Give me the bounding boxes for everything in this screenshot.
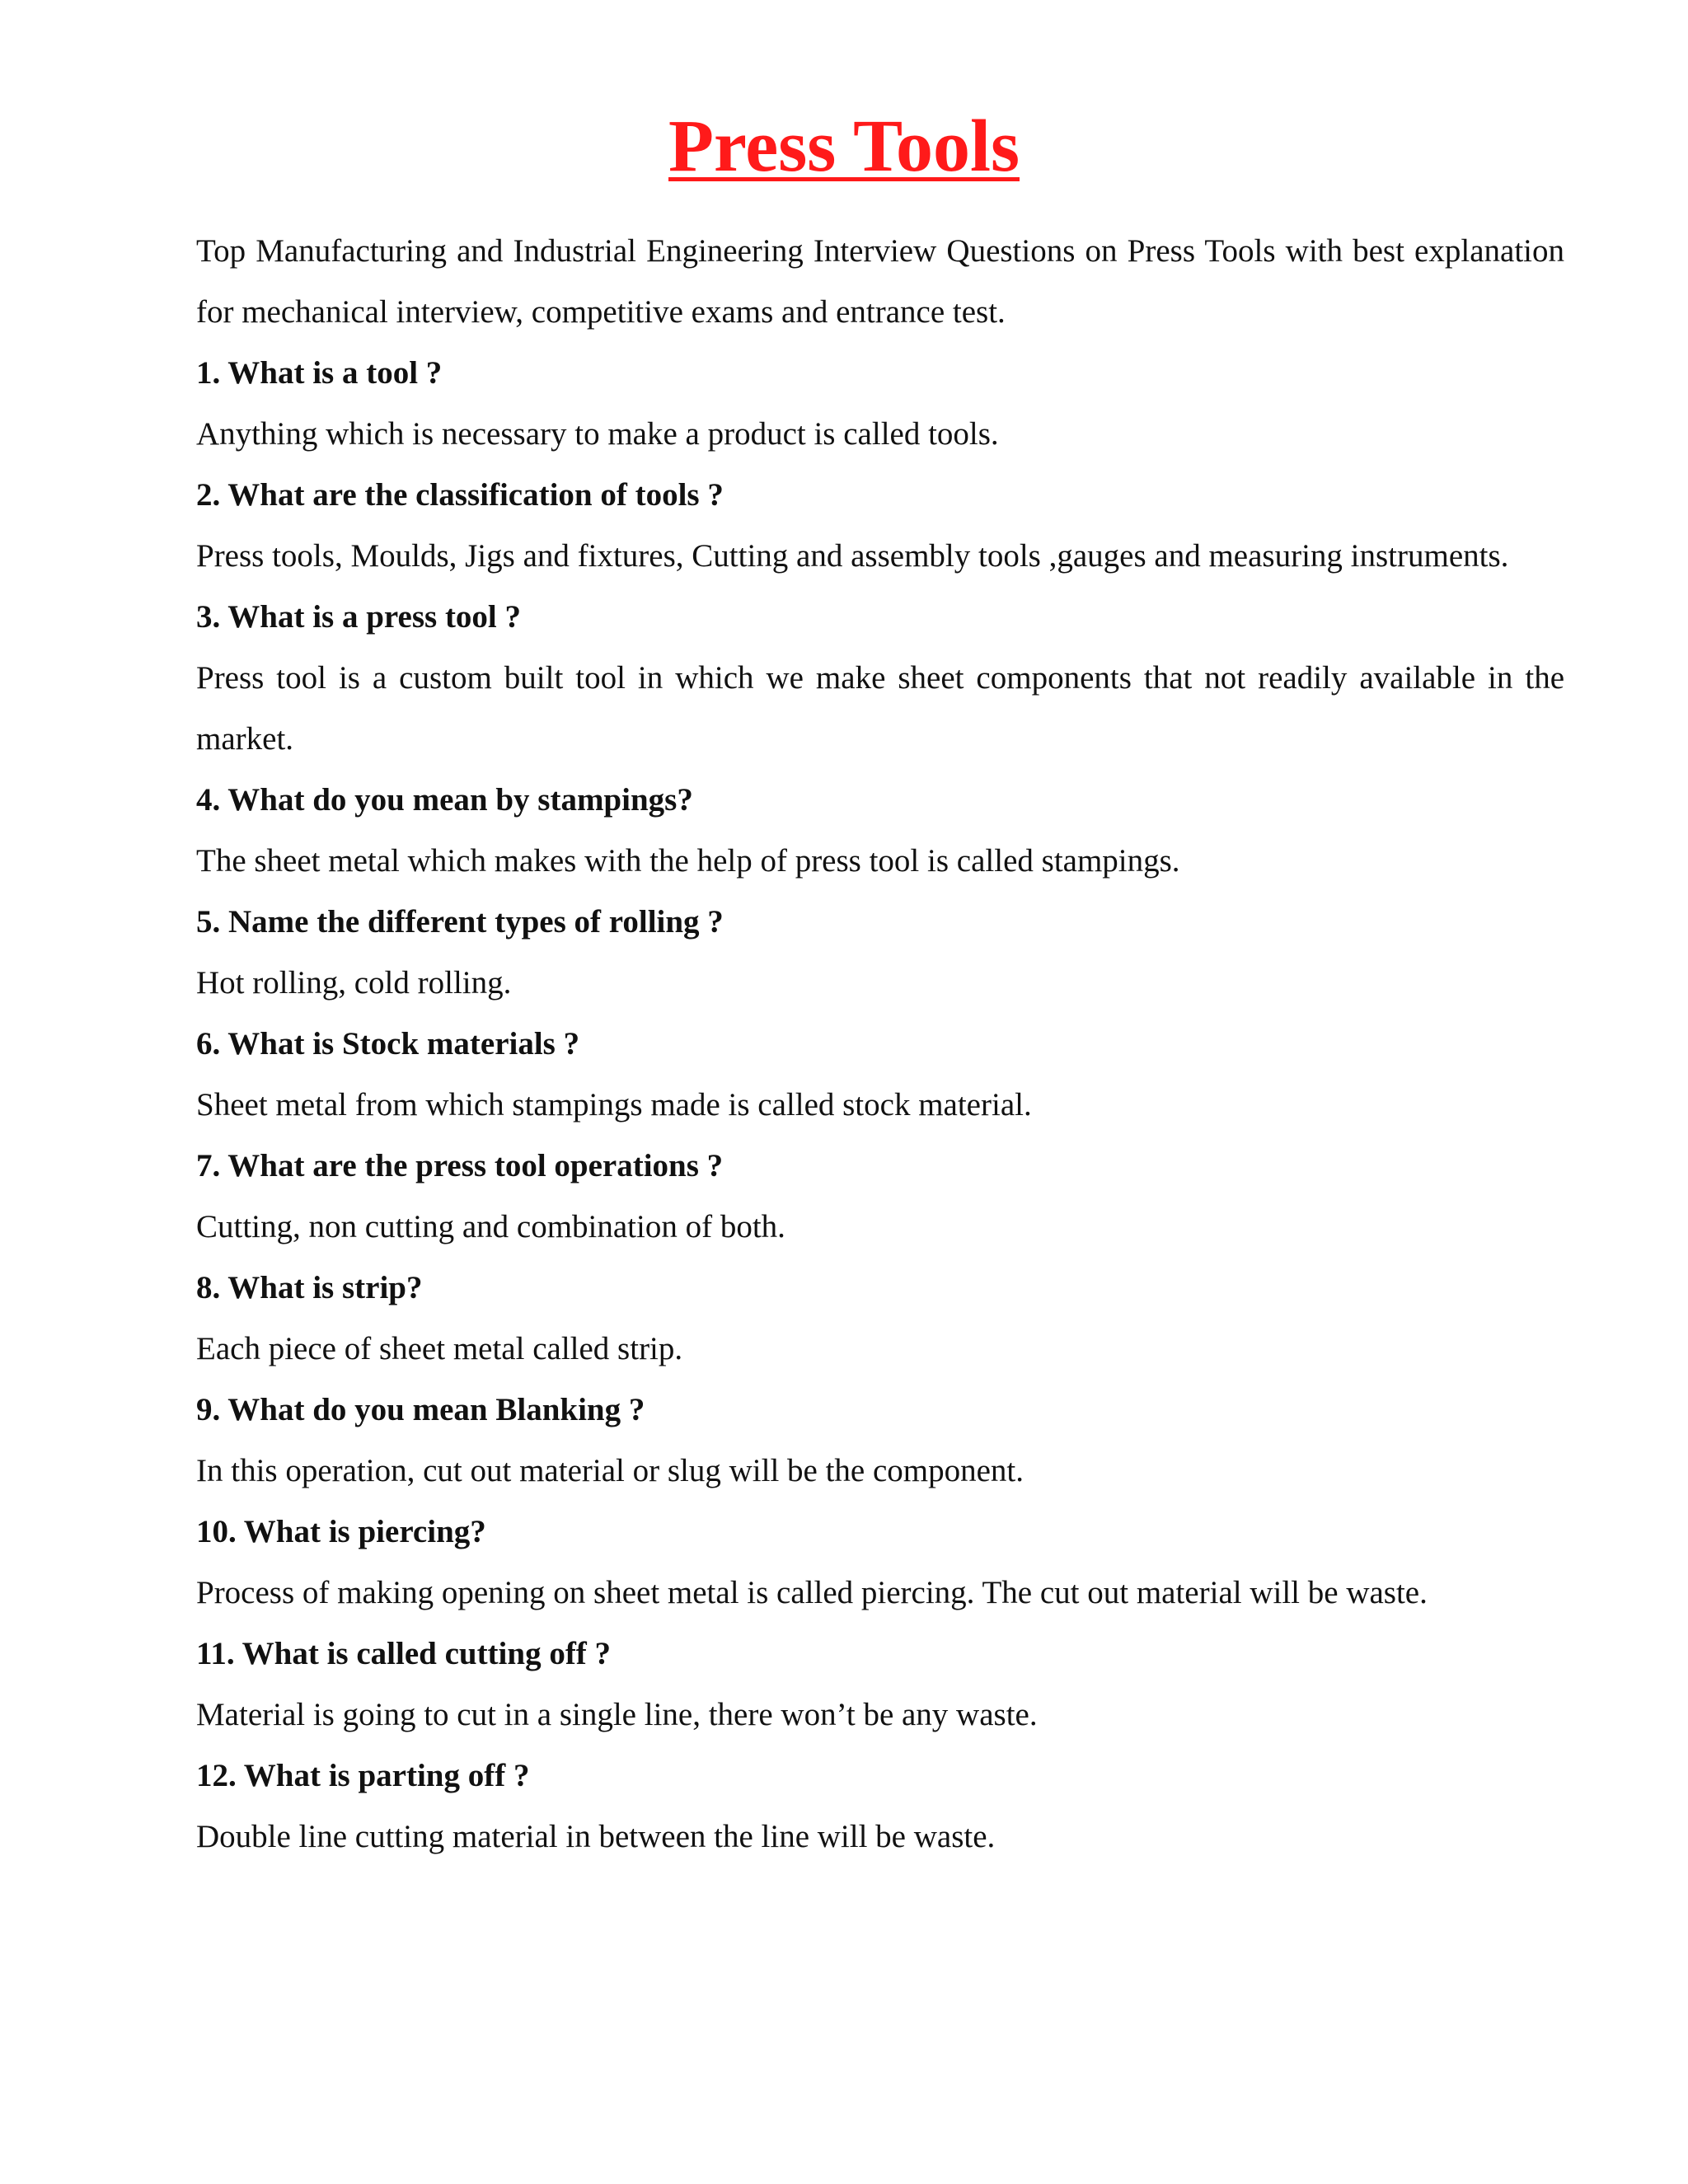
question-7: 7. What are the press tool operations ? (196, 1148, 724, 1183)
question-9: 9. What do you mean Blanking ? (196, 1392, 645, 1427)
question-6: 6. What is Stock materials ? (196, 1026, 580, 1062)
answer-6: Sheet metal from which stampings made is called stock material. (196, 1087, 1032, 1122)
answer-12: Double line cutting material in between the line will be waste. (196, 1819, 996, 1854)
question-4: 4. What do you mean by stampings? (196, 782, 693, 818)
question-10: 10. What is piercing? (196, 1514, 486, 1549)
question-8: 8. What is strip? (196, 1270, 423, 1305)
question-1: 1. What is a tool ? (196, 355, 443, 391)
qa-list (196, 343, 1564, 1868)
answer-3: Press tool is a custom built tool in which we make sheet components that not readily available in the market. (196, 660, 1564, 757)
answer-10: Process of making opening on sheet metal is called piercing. The cut out material will be waste. (196, 1575, 1428, 1610)
answer-9: In this operation, cut out material or slug will be the component. (196, 1453, 1025, 1488)
answer-5: Hot rolling, cold rolling. (196, 965, 512, 1001)
intro-paragraph: Top Manufacturing and Industrial Engineering Interview Questions on Press Tools with best explanation for mechanical interview, competitive exams and entrance test. (196, 233, 1564, 330)
answer-2: Press tools, Moulds, Jigs and fixtures, Cutting and assembly tools ,gauges and measuring instruments. (196, 538, 1509, 574)
question-11: 11. What is called cutting off ? (196, 1636, 612, 1671)
answer-8: Each piece of sheet metal called strip. (196, 1331, 683, 1366)
answer-7: Cutting, non cutting and combination of both. (196, 1209, 785, 1244)
question-2: 2. What are the classification of tools ? (196, 477, 724, 513)
document-body (196, 221, 1564, 1868)
answer-1: Anything which is necessary to make a product is called tools. (196, 416, 999, 452)
page-title: Press Tools (668, 105, 1020, 187)
question-12: 12. What is parting off ? (196, 1758, 530, 1793)
answer-11: Material is going to cut in a single line, there won’t be any waste. (196, 1697, 1038, 1732)
answer-4: The sheet metal which makes with the help of press tool is called stampings. (196, 843, 1180, 879)
question-3: 3. What is a press tool ? (196, 599, 522, 635)
question-5: 5. Name the different types of rolling ? (196, 904, 724, 940)
